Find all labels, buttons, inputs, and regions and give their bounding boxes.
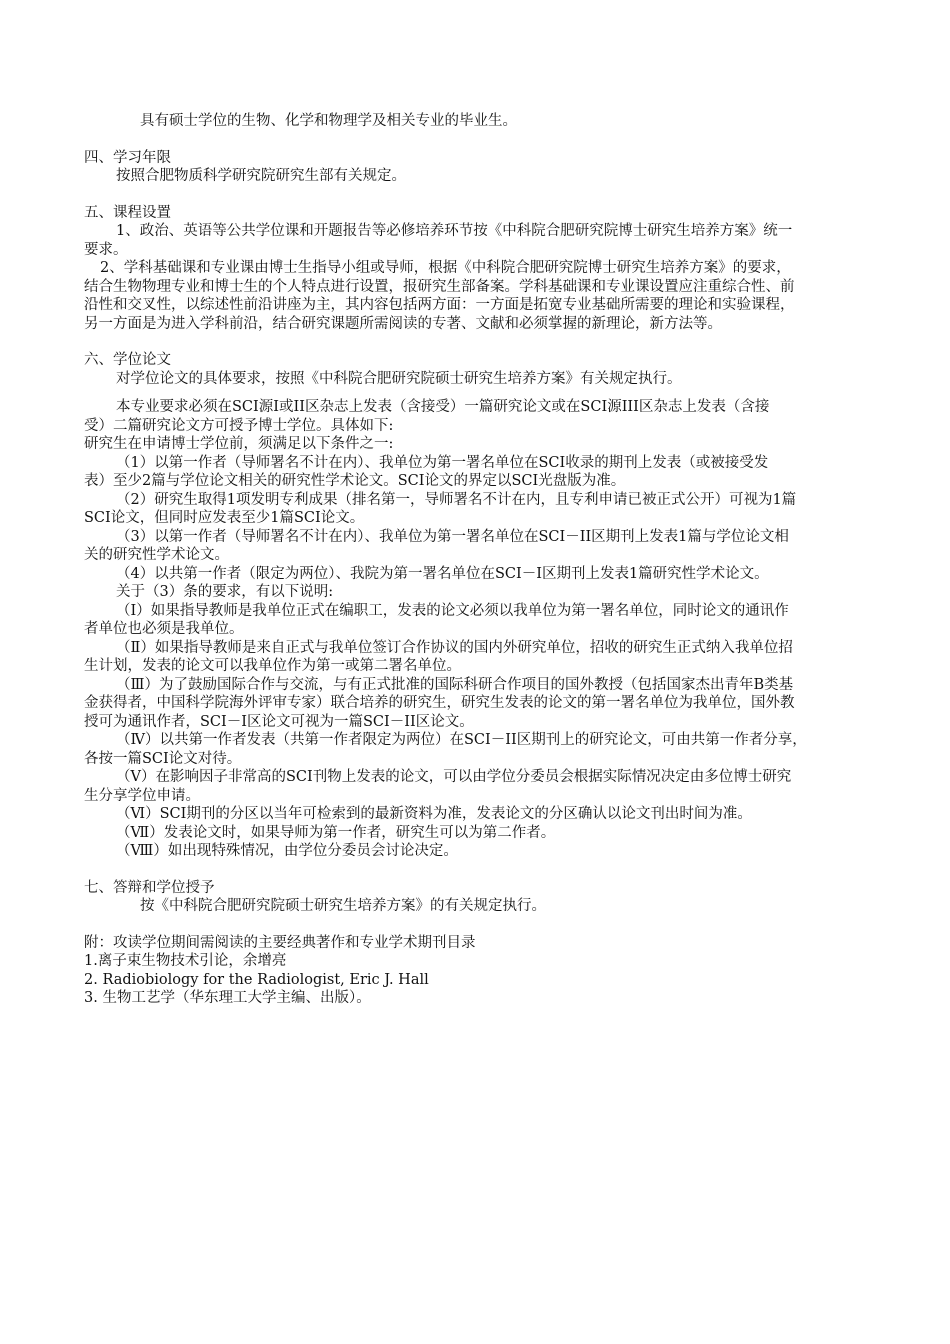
note-1-line1: （Ⅰ）如果指导教师是我单位正式在编职工，发表的论文必须以我单位为第一署名单位，同时论文的通讯作 [116,602,789,619]
notes-intro: 关于（3）条的要求，有以下说明: [116,584,334,600]
note-2-line2: 生计划，发表的论文可以我单位作为第一或第二署名单位。 [84,658,461,674]
note-3-line1: （Ⅲ）为了鼓励国际合作与交流，与有正式批准的国际科研合作项目的国外教授（包括国家杰出青年B类基 [116,676,794,693]
section5-heading: 五、课程设置 [84,204,171,221]
condition-1-line1: （1）以第一作者（导师署名不计在内）、我单位为第一署名单位在SCI收录的期刊上发表（或被接受发 [116,454,769,471]
section3-body: 具有硕士学位的生物、化学和物理学及相关专业的毕业生。 [140,113,517,129]
condition-2-line2: SCI论文，但同时应发表至少1篇SCI论文。 [84,510,365,526]
appendix-heading: 附：攻读学位期间需阅读的主要经典著作和专业学术期刊目录 [84,934,476,951]
appendix-item: 1.离子束生物技术引论，余增亮 [84,953,287,969]
section4-heading: 四、学习年限 [84,149,171,166]
course-item-2-line4: 另一方面是为进入学科前沿，结合研究课题所需阅读的专著、文献和必须掌握的新理论，新方法等。 [84,315,722,332]
note-5-line1: （Ⅴ）在影响因子非常高的SCI刊物上发表的论文，可以由学位分委员会根据实际情况决定由多位博士研究 [116,769,792,785]
section4-body: 按照合肥物质科学研究院研究生部有关规定。 [116,168,406,184]
section6-body: 对学位论文的具体要求，按照《中科院合肥研究院硕士研究生培养方案》有关规定执行。 [116,370,682,387]
publication-requirement-line2: 受）二篇研究论文方可授予博士学位。具体如下: [84,417,394,434]
course-item-2-line1: 2、学科基础课和专业课由博士生指导小组或导师，根据《中科院合肥研究院博士研究生培养方案》的要求， [100,260,791,276]
appendix-item: 2. Radiobiology for the Radiologist, Eric J. Hall [84,971,429,988]
note-2-line1: （Ⅱ）如果指导教师是来自正式与我单位签订合作协议的国内外研究单位，招收的研究生正式纳入我单位招 [116,639,793,656]
course-item-1-line2: 要求。 [84,241,128,258]
course-item-2-line2: 结合生物物理专业和博士生的个人特点进行设置，报研究生部备案。学科基础课和专业课设置应注重综合性、前 [84,278,795,295]
condition-4: （4）以共第一作者（限定为两位）、我院为第一署名单位在SCI－I区期刊上发表1篇研究性学术论文。 [116,565,769,582]
condition-3-line2: 关的研究性学术论文。 [84,547,229,563]
publication-requirement-line1: 本专业要求必须在SCI源I或II区杂志上发表（含接受）一篇研究论文或在SCI源III区杂志上发表（含接 [116,399,770,415]
note-7: （Ⅶ）发表论文时，如果导师为第一作者，研究生可以为第二作者。 [116,824,556,841]
note-4-line2: 各按一篇SCI论文对待。 [84,750,242,767]
section7-body: 按《中科院合肥研究院硕士研究生培养方案》的有关规定执行。 [140,898,546,914]
note-1-line2: 者单位也必须是我单位。 [84,621,244,637]
note-8: （Ⅷ）如出现特殊情况，由学位分委员会讨论决定。 [116,843,458,859]
conditions-intro: 研究生在申请博士学位前，须满足以下条件之一: [84,436,394,452]
note-3-line2: 金获得者，中国科学院海外评审专家）联合培养的研究生，研究生发表的论文的第一署名单位为我单位，国外教 [84,695,795,711]
condition-1-line2: 表）至少2篇与学位论文相关的研究性学术论文。SCI论文的界定以SCI光盘版为准。 [84,473,626,489]
document-page [84,112,874,1008]
note-6: （Ⅵ）SCI期刊的分区以当年可检索到的最新资料为准，发表论文的分区确认以论文刊出时间为准。 [116,806,752,822]
condition-2-line1: （2）研究生取得1项发明专利成果（排名第一，导师署名不计在内，且专利申请已被正式公开）可视为1篇 [116,491,797,508]
course-item-2-line3: 沿性和交叉性，以综述性前沿讲座为主，其内容包括两方面：一方面是拓宽专业基础所需要的理论和实验课程， [84,297,795,313]
course-item-1-line1: 1、政治、英语等公共学位课和开题报告等必修培养环节按《中科院合肥研究院博士研究生培养方案》统一 [116,223,793,239]
note-3-line3: 授可为通讯作者，SCI－I区论文可视为一篇SCI－II区论文。 [84,713,474,730]
section7-heading: 七、答辩和学位授予 [84,879,215,896]
condition-3-line1: （3）以第一作者（导师署名不计在内）、我单位为第一署名单位在SCI－II区期刊上发表1篇与学位论文相 [116,528,789,545]
note-4-line1: （Ⅳ）以共第一作者发表（共第一作者限定为两位）在SCI－II区期刊上的研究论文，可由共第一作者分享， [116,732,807,748]
appendix-item: 3. 生物工艺学（华东理工大学主编、出版）。 [84,990,371,1006]
note-5-line2: 生分享学位申请。 [84,787,200,804]
section6-heading: 六、学位论文 [84,352,171,368]
